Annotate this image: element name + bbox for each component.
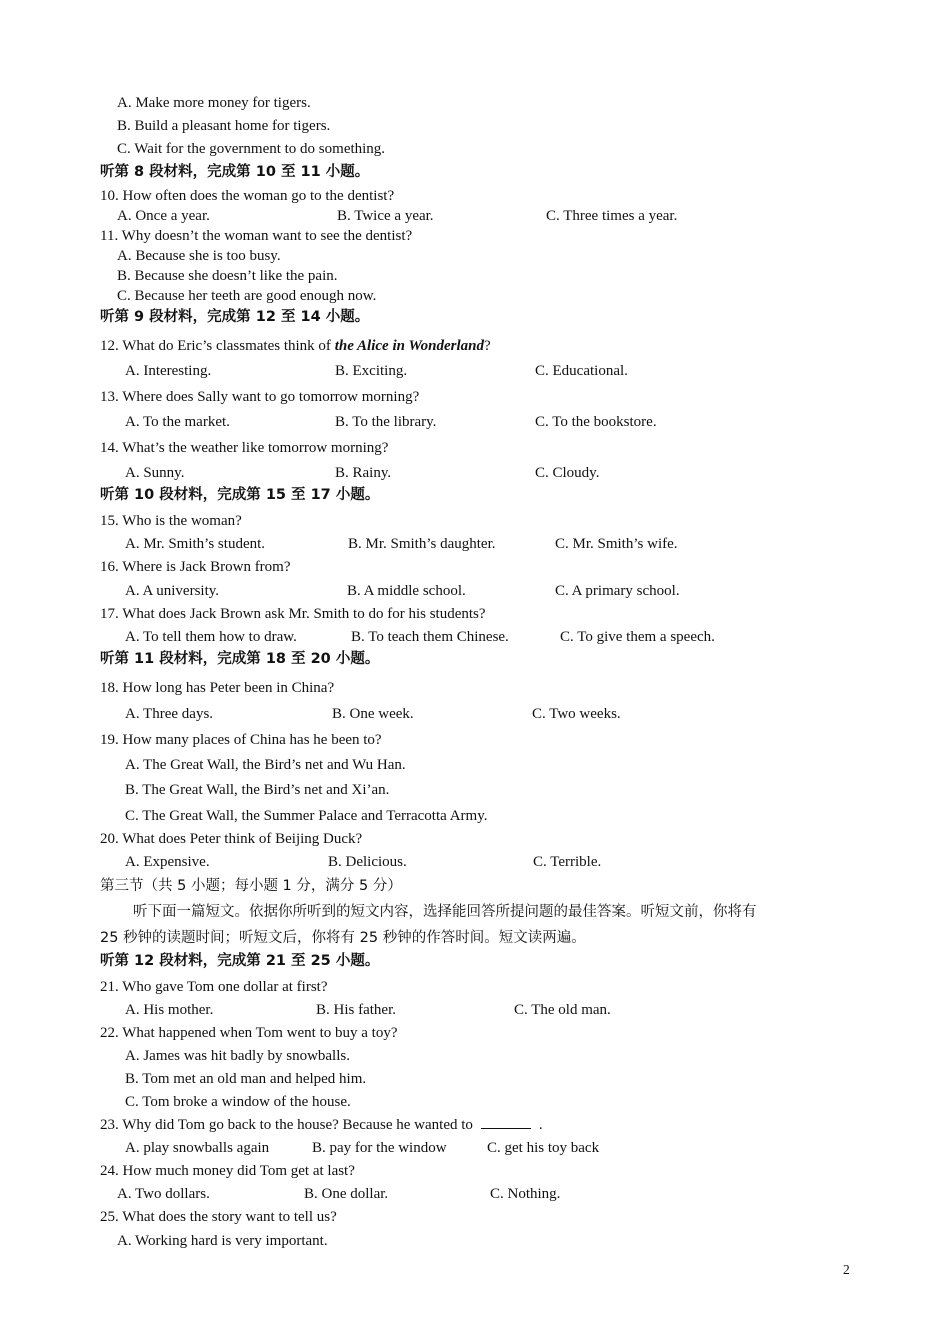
- q18-option-c: C. Two weeks.: [532, 706, 621, 722]
- q23-option-c: C. get his toy back: [487, 1140, 600, 1156]
- q12-book-title: the Alice in Wonderland: [334, 338, 485, 354]
- q12-option-a: A. Interesting.: [125, 363, 212, 379]
- q10-option-c: C. Three times a year.: [546, 208, 678, 224]
- q23-option-a: A. play snowballs again: [125, 1140, 270, 1156]
- q22-option-b: B. Tom met an old man and helped him.: [125, 1071, 367, 1087]
- q18-option-b: B. One week.: [332, 706, 414, 722]
- q14-option-c: C. Cloudy.: [535, 465, 600, 481]
- q13-option-a: A. To the market.: [125, 414, 230, 430]
- q14-option-b: B. Rainy.: [335, 465, 392, 481]
- part3-instruction-line1: 听下面一篇短文。依据你所听到的短文内容，选择能回答所提问题的最佳答案。听短文前，你将有: [133, 904, 757, 920]
- q25-option-a: A. Working hard is very important.: [117, 1233, 328, 1249]
- q20-option-b: B. Delicious.: [328, 854, 407, 870]
- q12-option-b: B. Exciting.: [335, 363, 408, 379]
- q17-option-c: C. To give them a speech.: [560, 629, 715, 645]
- q9-option-c: C. Wait for the government to do something.: [117, 141, 386, 157]
- q16-option-c: C. A primary school.: [555, 583, 680, 599]
- q24-option-a: A. Two dollars.: [117, 1186, 210, 1202]
- q21-option-a: A. His mother.: [125, 1002, 214, 1018]
- q21-option-c: C. The old man.: [514, 1002, 611, 1018]
- q22-option-c: C. Tom broke a window of the house.: [125, 1094, 351, 1110]
- q20-option-c: C. Terrible.: [533, 854, 602, 870]
- q18-stem: 18. How long has Peter been in China?: [100, 680, 335, 696]
- q11-stem: 11. Why doesn’t the woman want to see the dentist?: [100, 228, 413, 244]
- q25-stem: 25. What does the story want to tell us?: [100, 1209, 337, 1225]
- q10-option-b: B. Twice a year.: [337, 208, 434, 224]
- part3-title: 第三节（共 5 小题；每小题 1 分，满分 5 分）: [100, 878, 402, 894]
- q23-stem-text: 23. Why did Tom go back to the house? Because he wanted to: [100, 1117, 473, 1133]
- q22-stem: 22. What happened when Tom went to buy a toy?: [100, 1025, 398, 1041]
- q17-stem: 17. What does Jack Brown ask Mr. Smith to do for his students?: [100, 606, 486, 622]
- section-heading-9: 听第 9 段材料，完成第 12 至 14 小题。: [100, 309, 370, 325]
- q24-option-c: C. Nothing.: [490, 1186, 561, 1202]
- q24-option-b: B. One dollar.: [304, 1186, 389, 1202]
- q9-option-b: B. Build a pleasant home for tigers.: [117, 118, 331, 134]
- section-heading-10: 听第 10 段材料，完成第 15 至 17 小题。: [100, 487, 380, 503]
- q11-option-b: B. Because she doesn’t like the pain.: [117, 268, 338, 284]
- q12-stem: [100, 337, 491, 355]
- q13-option-b: B. To the library.: [335, 414, 437, 430]
- q19-option-a: A. The Great Wall, the Bird’s net and Wu Han.: [125, 757, 406, 773]
- q9-option-a: A. Make more money for tigers.: [117, 95, 311, 111]
- section-heading-8: 听第 8 段材料，完成第 10 至 11 小题。: [100, 164, 370, 180]
- q22-option-a: A. James was hit badly by snowballs.: [125, 1048, 350, 1064]
- q17-option-a: A. To tell them how to draw.: [125, 629, 297, 645]
- q19-option-b: B. The Great Wall, the Bird’s net and Xi’an.: [125, 782, 390, 798]
- q15-option-c: C. Mr. Smith’s wife.: [555, 536, 678, 552]
- q12-stem-end: ?: [484, 338, 491, 354]
- part3-instruction-line2: 25 秒钟的读题时间；听短文后，你将有 25 秒钟的作答时间。短文读两遍。: [100, 930, 586, 946]
- q12-option-c: C. Educational.: [535, 363, 628, 379]
- q21-option-b: B. His father.: [316, 1002, 396, 1018]
- q14-stem: 14. What’s the weather like tomorrow morning?: [100, 440, 389, 456]
- section-heading-12: 听第 12 段材料，完成第 21 至 25 小题。: [100, 953, 380, 969]
- q23-option-b: B. pay for the window: [312, 1140, 447, 1156]
- answer-blank: [481, 1116, 531, 1129]
- q12-stem-text: 12. What do Eric’s classmates think of: [100, 338, 335, 354]
- q23-stem-end: .: [538, 1117, 543, 1133]
- q24-stem: 24. How much money did Tom get at last?: [100, 1163, 355, 1179]
- q10-stem: 10. How often does the woman go to the dentist?: [100, 188, 395, 204]
- q11-option-c: C. Because her teeth are good enough now.: [117, 288, 377, 304]
- q15-stem: 15. Who is the woman?: [100, 513, 242, 529]
- q10-option-a: A. Once a year.: [117, 208, 210, 224]
- q15-option-a: A. Mr. Smith’s student.: [125, 536, 266, 552]
- q20-option-a: A. Expensive.: [125, 854, 210, 870]
- q15-option-b: B. Mr. Smith’s daughter.: [348, 536, 496, 552]
- q16-stem: 16. Where is Jack Brown from?: [100, 559, 291, 575]
- q16-option-b: B. A middle school.: [347, 583, 466, 599]
- q21-stem: 21. Who gave Tom one dollar at first?: [100, 979, 328, 995]
- q18-option-a: A. Three days.: [125, 706, 214, 722]
- page-number: 2: [843, 1262, 850, 1277]
- q16-option-a: A. A university.: [125, 583, 220, 599]
- q20-stem: 20. What does Peter think of Beijing Duck?: [100, 831, 363, 847]
- q19-option-c: C. The Great Wall, the Summer Palace and Terracotta Army.: [125, 808, 488, 824]
- q14-option-a: A. Sunny.: [125, 465, 185, 481]
- q13-option-c: C. To the bookstore.: [535, 414, 657, 430]
- q13-stem: 13. Where does Sally want to go tomorrow morning?: [100, 389, 420, 405]
- q23-stem: [100, 1116, 543, 1134]
- q17-option-b: B. To teach them Chinese.: [351, 629, 509, 645]
- q11-option-a: A. Because she is too busy.: [117, 248, 281, 264]
- q19-stem: 19. How many places of China has he been to?: [100, 732, 382, 748]
- section-heading-11: 听第 11 段材料，完成第 18 至 20 小题。: [100, 651, 380, 667]
